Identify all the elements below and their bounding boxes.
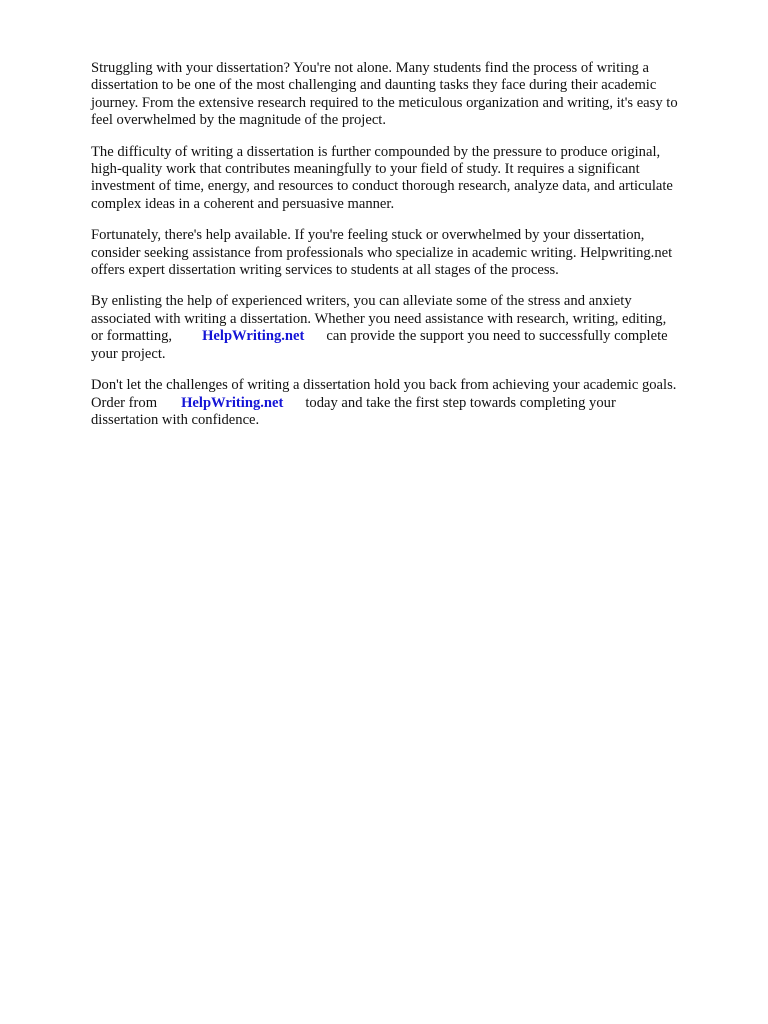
text-line: offers expert dissertation writing services to students at all stages of the process. — [91, 262, 559, 279]
text-line: Struggling with your dissertation? You're not alone. Many students find the process of writing a — [91, 60, 649, 76]
text-segment: today and take the first step towards completing your — [305, 394, 616, 411]
text-line: high-quality work that contributes meaningfully to your field of study. It requires a significant — [91, 161, 640, 178]
text-line: The difficulty of writing a dissertation is further compounded by the pressure to produce original, — [91, 143, 661, 160]
text-line: journey. From the extensive research required to the meticulous organization and writing, it's easy to — [91, 94, 678, 111]
helpwriting-link[interactable]: HelpWriting.net — [202, 328, 305, 345]
text-segment: Order from — [91, 394, 158, 411]
paragraph-help-available — [91, 227, 721, 279]
text-line: associated with writing a dissertation. Whether you need assistance with research, writing, editing, — [91, 310, 667, 327]
text-segment: can provide the support you need to successfully complete — [326, 328, 668, 345]
text-line: investment of time, energy, and resources to conduct thorough research, analyze data, and articulate — [91, 178, 673, 195]
paragraph-enlisting-help — [91, 293, 721, 363]
paragraph-intro — [91, 60, 721, 130]
paragraph-call-to-action — [91, 377, 721, 429]
text-line-with-link — [91, 328, 721, 345]
text-line-with-link — [91, 395, 721, 412]
paragraph-difficulty — [91, 144, 721, 214]
helpwriting-order-link[interactable]: HelpWriting.net — [181, 394, 284, 411]
text-line: feel overwhelmed by the magnitude of the project. — [91, 112, 387, 129]
text-line: Don't let the challenges of writing a dissertation hold you back from achieving your academic goals. — [91, 377, 677, 394]
text-line: dissertation with confidence. — [91, 411, 260, 428]
text-line: consider seeking assistance from professionals who specialize in academic writing. Helpwriting.net — [91, 244, 673, 261]
text-line: complex ideas in a coherent and persuasive manner. — [91, 195, 395, 212]
document-body — [91, 60, 721, 443]
text-line: By enlisting the help of experienced writers, you can alleviate some of the stress and anxiety — [91, 293, 632, 310]
text-line: Fortunately, there's help available. If you're feeling stuck or overwhelmed by your dissertation, — [91, 227, 645, 244]
text-line: your project. — [91, 345, 166, 362]
text-line: dissertation to be one of the most challenging and daunting tasks they face during their academic — [91, 77, 657, 94]
text-segment: or formatting, — [91, 328, 173, 345]
